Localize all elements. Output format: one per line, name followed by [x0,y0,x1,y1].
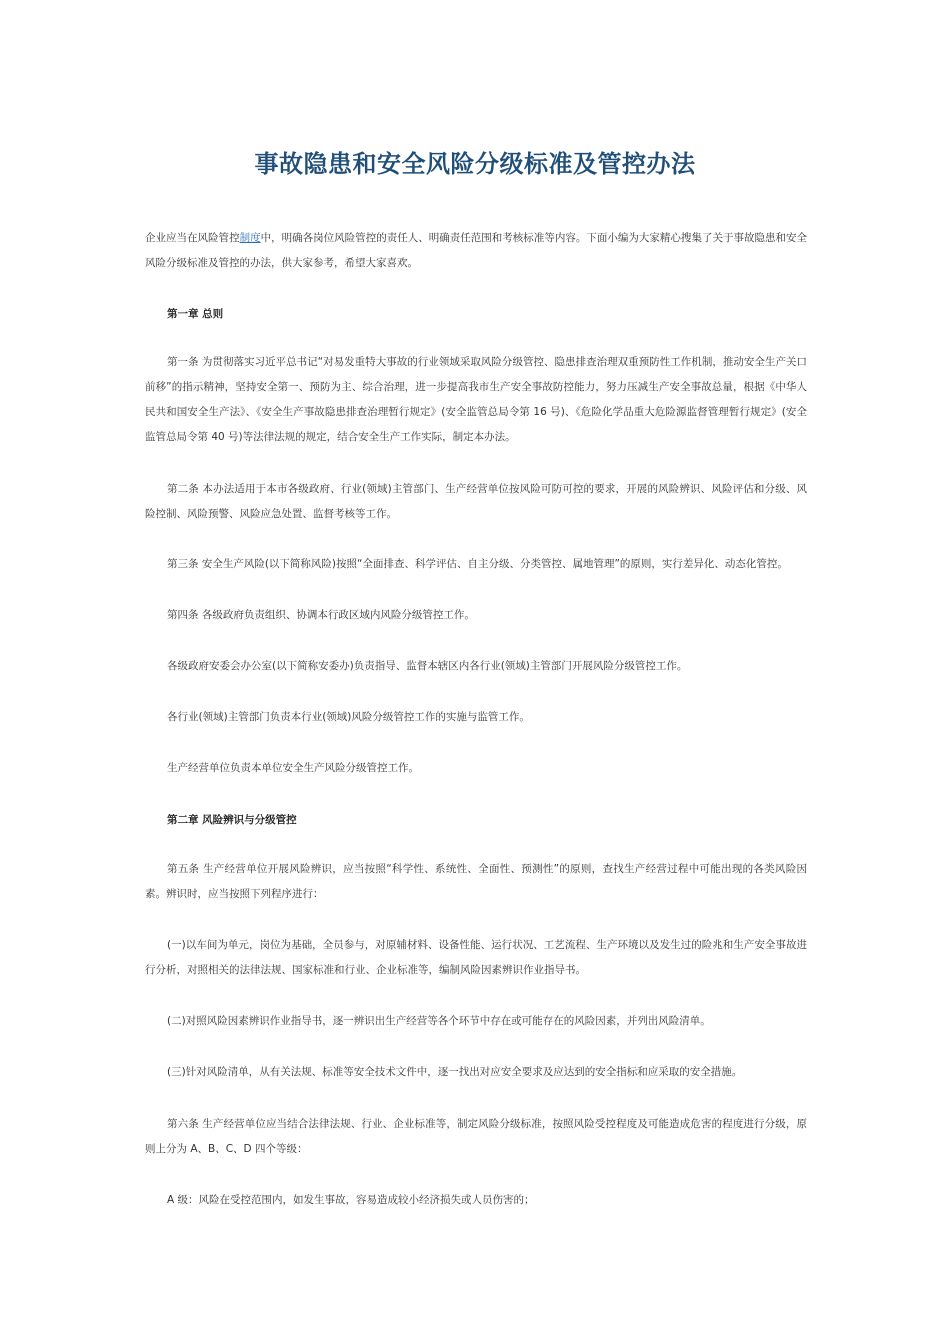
intro-link[interactable]: 制度 [239,232,261,244]
article-2: 第二条 本办法适用于本市各级政府、行业(领域)主管部门、生产经营单位按风险可防可控的要求，开展的风险辨识、风险评估和分级、风险控制、风险预警、风险应急处置、监督考核等工作。 [145,483,807,520]
intro-text-after: 中，明确各岗位风险管控的责任人、明确责任范围和考核标准等内容。下面小编为大家精心搜集了关于事故隐患和安全风险分级标准及管控的办法，供大家参考，希望大家喜欢。 [145,232,808,269]
intro-text-before: 企业应当在风险管控 [145,232,240,244]
article-6: 第六条 生产经营单位应当结合法律法规、行业、企业标准等，制定风险分级标准，按照风险受控程度及可能造成危害的程度进行分级，原则上分为 A、B、C、D 四个等级： [145,1118,807,1155]
document-title: 事故隐患和安全风险分级标准及管控办法 [254,150,696,179]
chapter-1-heading: 第一章 总则 [167,308,224,320]
paragraph-production-units: 生产经营单位负责本单位安全生产风险分级管控工作。 [167,762,419,774]
intro-paragraph [145,226,807,276]
article-1: 第一条 为贯彻落实习近平总书记“对易发重特大事故的行业领域采取风险分级管控、隐患排查治理双重预防性工作机制，推动安全生产关口前移”的指示精神，坚持安全第一、预防为主、综合治理，进一步提高我市生产安全事故防控能力，努力压减生产安全事故总量，根据《中华人民共和国安全生产法》、《安全生产事故隐患排查治理暂行规定》(安全监管总局令第 16 号)、《危险化学品重大危险源监督管理暂行规定》(安全监管总局令第 40 号)等法律法规的规定，结合安全生产工作实际，制定本办法。 [145,356,807,443]
paragraph-anweiban: 各级政府安委会办公室(以下简称安委办)负责指导、监督本辖区内各行业(领域)主管部门开展风险分级管控工作。 [167,660,688,672]
article-5: 第五条 生产经营单位开展风险辨识，应当按照“科学性、系统性、全面性、预测性”的原则，查找生产经营过程中可能出现的各类风险因素。辨识时，应当按照下列程序进行： [145,863,807,900]
chapter-2-heading: 第二章 风险辨识与分级管控 [167,814,297,826]
list-item-2: (二)对照风险因素辨识作业指导书，逐一辨识出生产经营等各个环节中存在或可能存在的风险因素，并列出风险清单。 [167,1015,711,1027]
article-3: 第三条 安全生产风险(以下简称风险)按照“全面排查、科学评估、自主分级、分类管控、属地管理”的原则，实行差异化、动态化管控。 [167,558,788,570]
list-item-1: (一)以车间为单元，岗位为基础，全员参与，对原辅材料、设备性能、运行状况、工艺流程、生产环境以及发生过的险兆和生产安全事故进行分析，对照相关的法律法规、国家标准和行业、企业标准等，编制风险因素辨识作业指导书。 [145,939,807,976]
article-4: 第四条 各级政府负责组织、协调本行政区域内风险分级管控工作。 [167,609,475,621]
paragraph-industry-departments: 各行业(领域)主管部门负责本行业(领域)风险分级管控工作的实施与监管工作。 [167,711,530,723]
level-a-description: A 级：风险在受控范围内，如发生事故，容易造成较小经济损失或人员伤害的； [167,1194,535,1206]
list-item-3: (三)针对风险清单，从有关法规、标准等安全技术文件中，逐一找出对应安全要求及应达到的安全指标和应采取的安全措施。 [167,1066,743,1078]
